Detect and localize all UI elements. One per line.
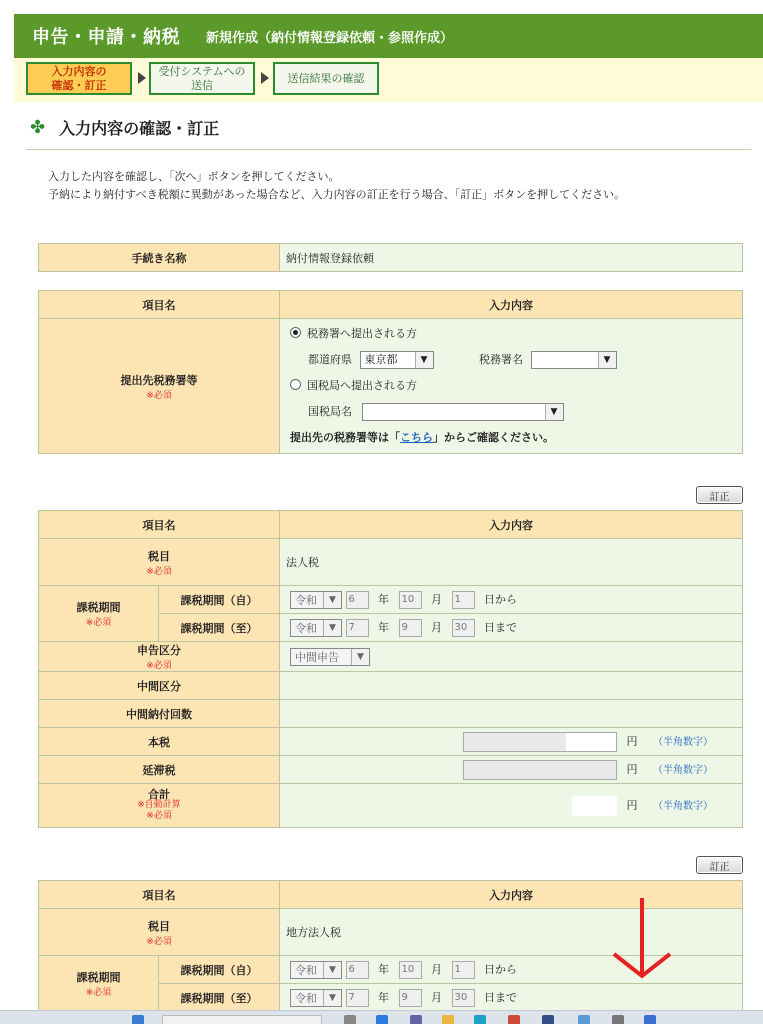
prefecture-select[interactable] xyxy=(360,351,434,369)
header-sub-title: 新規作成（納付情報登録依頼・参照作成） xyxy=(206,30,454,46)
step-confirm-line1: 入力内容の xyxy=(51,65,107,79)
report-type-select[interactable] xyxy=(290,648,370,666)
fix-button[interactable]: 訂正 xyxy=(696,486,743,504)
prefecture-label: 都道府県 xyxy=(308,353,352,366)
chevron-down-icon: ▼ xyxy=(545,404,563,420)
office-label-cell xyxy=(39,319,280,454)
fix-button[interactable]: 訂正 xyxy=(696,856,743,874)
from-day-input[interactable]: 1 xyxy=(452,961,475,979)
period-label: 課税期間 xyxy=(76,601,121,614)
bureau-select[interactable] xyxy=(362,403,564,421)
period-to-label: 課税期間（至） xyxy=(159,984,280,1012)
step-result-line1: 送信結果の確認 xyxy=(287,71,365,85)
to-suffix: 日まで xyxy=(484,620,517,634)
step-confirm xyxy=(26,62,132,95)
tax-type-value: 地方法人税 xyxy=(280,909,743,956)
required-mark: ※必須 xyxy=(146,936,172,947)
year-unit: 年 xyxy=(378,620,389,634)
main-tax-value xyxy=(280,728,743,756)
interim-count-label: 中間納付回数 xyxy=(39,700,280,728)
radio-tax-office[interactable] xyxy=(290,321,742,347)
late-tax-value xyxy=(280,756,743,784)
teams-icon[interactable] xyxy=(410,1015,422,1024)
year-unit: 年 xyxy=(378,962,389,976)
period-from-label: 課税期間（自） xyxy=(159,586,280,614)
period-label-cell xyxy=(39,586,159,642)
step-bar xyxy=(14,58,763,102)
taskbar-search-icon[interactable] xyxy=(162,1015,322,1024)
chevron-down-icon: ▼ xyxy=(323,620,341,636)
step-result xyxy=(273,62,379,95)
month-unit: 月 xyxy=(431,620,442,634)
edge-browser-icon[interactable] xyxy=(376,1015,388,1024)
total-label-cell xyxy=(39,784,280,828)
folder-icon[interactable] xyxy=(442,1015,454,1024)
page-title xyxy=(30,116,219,139)
month-unit: 月 xyxy=(431,962,442,976)
step-send xyxy=(149,62,255,95)
late-tax-label: 延滞税 xyxy=(39,756,280,784)
period-label-cell xyxy=(39,956,159,1012)
total-label: 合計 xyxy=(148,788,170,801)
report-type-selected: 中間申告 xyxy=(295,650,339,664)
from-year-input[interactable]: 6 xyxy=(346,961,369,979)
radio-bureau-label: 国税局へ提出される方 xyxy=(307,379,417,392)
to-suffix: 日まで xyxy=(484,990,517,1004)
required-mark: ※必須 xyxy=(85,988,112,998)
from-suffix: 日から xyxy=(484,592,517,606)
required-mark: ※必須 xyxy=(146,566,172,577)
col-item-header: 項目名 xyxy=(39,291,280,319)
to-month-input[interactable]: 9 xyxy=(399,619,422,637)
month-unit: 月 xyxy=(431,990,442,1004)
era-select[interactable] xyxy=(290,989,342,1007)
intro-line2: 予納により納付すべき税額に異動があった場合など、入力内容の訂正を行う場合、「訂正」ボタンを押してください。 xyxy=(48,188,626,201)
radio-tax-office-label: 税務署へ提出される方 xyxy=(307,327,417,340)
era-select[interactable] xyxy=(290,591,342,609)
from-month-input[interactable]: 10 xyxy=(399,591,422,609)
page-title-text: 入力内容の確認・訂正 xyxy=(59,119,220,138)
report-type-label: 申告区分 xyxy=(137,644,181,657)
col-content-header: 入力内容 xyxy=(280,511,743,539)
chevron-down-icon: ▼ xyxy=(323,592,341,608)
step-arrow-icon xyxy=(261,72,269,84)
interim-count-value xyxy=(280,700,743,728)
office-note-post: 」からご確認ください。 xyxy=(433,431,554,444)
period-to-value xyxy=(280,614,743,642)
required-mark: ※必須 xyxy=(146,811,172,821)
from-day-input[interactable]: 1 xyxy=(452,591,475,609)
total-input xyxy=(572,796,617,816)
period-from-value xyxy=(280,956,743,984)
to-year-input[interactable]: 7 xyxy=(346,619,369,637)
era-value: 令和 xyxy=(295,593,317,607)
step-confirm-line2: 確認・訂正 xyxy=(51,78,107,92)
tax-type-value: 法人税 xyxy=(280,539,743,586)
step-arrow-icon xyxy=(138,72,146,84)
chevron-down-icon: ▼ xyxy=(415,352,433,368)
clover-icon: ✤ xyxy=(30,117,46,138)
era-value: 令和 xyxy=(295,963,317,977)
radio-bureau[interactable] xyxy=(290,373,742,399)
tax-type-label: 税目 xyxy=(148,919,170,933)
app-icon[interactable] xyxy=(644,1015,656,1024)
tax-type-label-cell xyxy=(39,909,280,956)
app-icon[interactable] xyxy=(578,1015,590,1024)
taskview-icon[interactable] xyxy=(344,1015,356,1024)
interim-value xyxy=(280,672,743,700)
intro-text xyxy=(48,168,625,204)
chevron-down-icon: ▼ xyxy=(598,352,616,368)
year-unit: 年 xyxy=(378,592,389,606)
bureau-label: 国税局名 xyxy=(308,405,352,418)
office-label: 提出先税務署等 xyxy=(120,373,198,387)
yen-unit: 円 xyxy=(626,734,638,748)
report-type-label-cell xyxy=(39,642,280,672)
late-tax-input[interactable] xyxy=(463,760,617,780)
app-icon[interactable] xyxy=(612,1015,624,1024)
chevron-down-icon: ▼ xyxy=(323,962,341,978)
required-mark: ※必須 xyxy=(146,390,172,401)
header-main-title: 申告・申請・納税 xyxy=(32,27,180,48)
prefecture-value: 東京都 xyxy=(364,353,398,366)
intro-line1: 入力した内容を確認し、「次へ」ボタンを押してください。 xyxy=(48,170,340,183)
period-from-label: 課税期間（自） xyxy=(159,956,280,984)
procedure-value: 納付情報登録依頼 xyxy=(280,244,743,272)
yen-unit: 円 xyxy=(626,762,638,776)
col-content-header: 入力内容 xyxy=(280,291,743,319)
from-suffix: 日から xyxy=(484,962,517,976)
to-year-input[interactable]: 7 xyxy=(346,989,369,1007)
era-select[interactable] xyxy=(290,961,342,979)
auto-calc-mark: ※自動計算 xyxy=(137,800,181,810)
windows-start-icon[interactable] xyxy=(132,1015,144,1024)
office-table xyxy=(38,290,743,454)
chevron-down-icon: ▼ xyxy=(323,990,341,1006)
from-year-input[interactable]: 6 xyxy=(346,591,369,609)
main-tax-input[interactable] xyxy=(463,732,617,752)
year-unit: 年 xyxy=(378,990,389,1004)
office-note-pre: 提出先の税務署等は「 xyxy=(290,431,400,444)
title-divider xyxy=(26,149,751,150)
period-from-value xyxy=(280,586,743,614)
to-day-input[interactable]: 30 xyxy=(452,989,475,1007)
annotation-arrow-icon xyxy=(612,896,672,980)
page-header xyxy=(14,14,763,58)
halfwidth-hint: （半角数字） xyxy=(653,800,713,812)
total-value xyxy=(280,784,743,828)
radio-unchecked-icon[interactable] xyxy=(290,379,301,390)
step-send-line1: 受付システムへの xyxy=(158,65,246,79)
yen-unit: 円 xyxy=(626,798,638,812)
procedure-table xyxy=(38,243,743,272)
period-to-label: 課税期間（至） xyxy=(159,614,280,642)
tax-table-1 xyxy=(38,510,743,828)
step-send-line2: 送信 xyxy=(191,78,213,92)
to-month-input[interactable]: 9 xyxy=(399,989,422,1007)
halfwidth-hint: （半角数字） xyxy=(653,764,713,776)
era-value: 令和 xyxy=(295,991,317,1005)
main-tax-label: 本税 xyxy=(39,728,280,756)
app-icon[interactable] xyxy=(508,1015,520,1024)
col-item-header: 項目名 xyxy=(39,511,280,539)
tax-office-select[interactable] xyxy=(531,351,617,369)
office-note xyxy=(290,425,742,451)
office-note-link[interactable]: こちら xyxy=(400,431,433,444)
tax-office-label: 税務署名 xyxy=(479,353,523,366)
tax-type-label: 税目 xyxy=(148,549,170,563)
period-label: 課税期間 xyxy=(76,971,121,984)
required-mark: ※必須 xyxy=(85,618,112,628)
app-icon[interactable] xyxy=(474,1015,486,1024)
col-item-header: 項目名 xyxy=(39,881,280,909)
era-value: 令和 xyxy=(295,621,317,635)
radio-checked-icon[interactable] xyxy=(290,327,301,338)
report-type-value xyxy=(280,642,743,672)
col-content-header: 入力内容 xyxy=(280,881,743,909)
office-value-cell xyxy=(280,319,743,454)
to-day-input[interactable]: 30 xyxy=(452,619,475,637)
chevron-down-icon: ▼ xyxy=(351,649,369,665)
app-icon[interactable] xyxy=(542,1015,554,1024)
halfwidth-hint: （半角数字） xyxy=(653,736,713,748)
required-mark: ※必須 xyxy=(146,661,172,671)
period-to-value xyxy=(280,984,743,1012)
os-taskbar xyxy=(0,1010,763,1024)
from-month-input[interactable]: 10 xyxy=(399,961,422,979)
month-unit: 月 xyxy=(431,592,442,606)
era-select[interactable] xyxy=(290,619,342,637)
procedure-label: 手続き名称 xyxy=(39,244,280,272)
interim-label: 中間区分 xyxy=(39,672,280,700)
tax-type-label-cell xyxy=(39,539,280,586)
